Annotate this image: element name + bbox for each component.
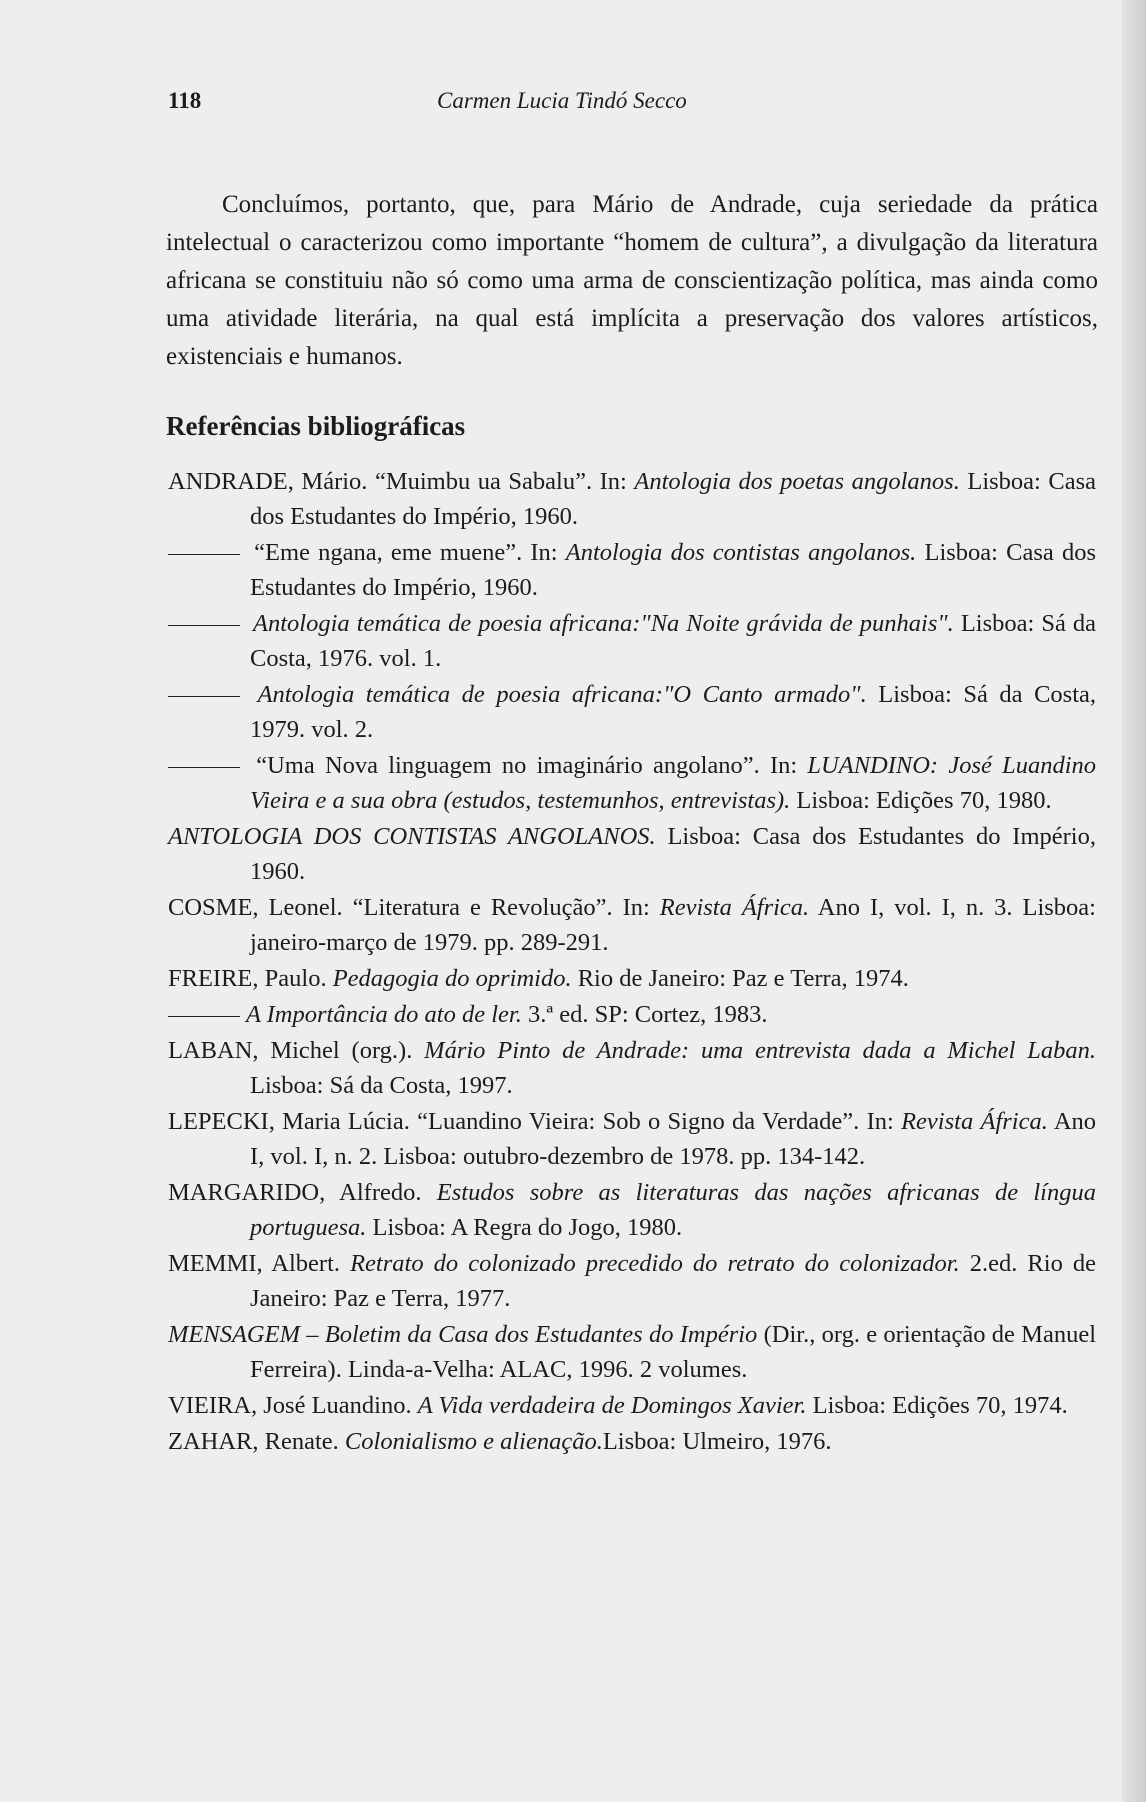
reference-title: LUANDINO: José Luandino Vieira e a sua obra (estudos, testemunhos, entrevistas). <box>250 752 1097 814</box>
reference-title: Antologia temática de poesia africana:"O Canto armado". <box>257 681 867 708</box>
reference-text: Lisboa: Ulmeiro, 1976. <box>602 1428 832 1455</box>
reference-title: Mário Pinto de Andrade: uma entrevista dada a Michel Laban. <box>424 1037 1096 1064</box>
reference-text: MEMMI, Albert. <box>168 1250 351 1277</box>
reference-entry <box>168 1175 1096 1245</box>
conclusion-paragraph: Concluímos, portanto, que, para Mário de Andrade, cuja seriedade da prática intelectual o caracterizou como importante “homem de cultura”, a divulgação da literatura africana se constituiu não só como uma arma de conscientização política, mas ainda como uma atividade literária, na qual está implícita a preservação dos valores artísticos, existenciais e humanos. <box>166 191 1098 370</box>
reference-entry <box>168 535 1096 605</box>
reference-entry <box>168 997 1096 1032</box>
reference-entry <box>168 1033 1096 1103</box>
reference-text: Lisboa: Edições 70, 1980. <box>790 787 1052 814</box>
page-edge-shadow <box>1122 0 1146 1802</box>
reference-entry <box>168 677 1096 747</box>
reference-title: Colonialismo e alienação. <box>344 1428 603 1455</box>
reference-text: Lisboa: Sá da Costa, 1976. vol. 1. <box>250 610 1096 672</box>
reference-text: Lisboa: Sá da Costa, 1979. vol. 2. <box>250 681 1097 743</box>
running-header <box>168 86 868 116</box>
reference-text: ZAHAR, Renate. <box>168 1428 345 1455</box>
reference-text: Lisboa: Casa dos Estudantes do Império, 1960. <box>250 539 1096 601</box>
reference-text: COSME, Leonel. “Literatura e Revolução”. In: <box>168 894 660 921</box>
reference-title: Antologia dos contistas angolanos. <box>565 539 917 566</box>
reference-entry <box>168 1317 1096 1387</box>
reference-text: “Uma Nova linguagem no imaginário angolano”. In: <box>246 752 808 779</box>
reference-title: Revista África. <box>901 1108 1048 1135</box>
reference-text: VIEIRA, José Luandino. <box>168 1392 418 1419</box>
ditto-dash <box>168 696 240 697</box>
reference-entry <box>168 961 1096 996</box>
reference-title: ANTOLOGIA DOS CONTISTAS ANGOLANOS. <box>168 823 656 850</box>
reference-title: Antologia dos poetas angolanos. <box>634 468 960 495</box>
reference-text: Ano I, vol. I, n. 3. Lisboa: janeiro-março de 1979. pp. 289-291. <box>250 894 1096 956</box>
reference-entry <box>168 890 1096 960</box>
reference-title: A Vida verdadeira de Domingos Xavier. <box>417 1392 807 1419</box>
reference-text <box>246 610 253 637</box>
reference-text: Lisboa: Sá da Costa, 1997. <box>250 1072 513 1099</box>
reference-entry <box>168 606 1096 676</box>
reference-list <box>168 464 1096 1460</box>
reference-text: Rio de Janeiro: Paz e Terra, 1974. <box>571 965 909 992</box>
reference-title: Estudos sobre as literaturas das nações africanas de língua portuguesa. <box>250 1179 1096 1241</box>
reference-text <box>246 681 258 708</box>
reference-text: 3.ª ed. SP: Cortez, 1983. <box>521 1001 768 1028</box>
reference-text: Lisboa: Casa dos Estudantes do Império, 1960. <box>250 823 1096 885</box>
ditto-dash <box>168 625 240 626</box>
reference-entry <box>168 1424 1096 1459</box>
reference-text: ANDRADE, Mário. “Muimbu ua Sabalu”. In: <box>168 468 635 495</box>
reference-title: A Importância do ato de ler. <box>246 1001 522 1028</box>
reference-text: LEPECKI, Maria Lúcia. “Luandino Vieira: Sob o Signo da Verdade”. In: <box>168 1108 902 1135</box>
reference-text: Lisboa: Casa dos Estudantes do Império, 1960. <box>250 468 1096 530</box>
reference-text: “Eme ngana, eme muene”. In: <box>246 539 566 566</box>
reference-entry <box>168 1246 1096 1316</box>
reference-text: (Dir., org. e orientação de Manuel Ferreira). Linda-a-Velha: ALAC, 1996. 2 volumes. <box>250 1321 1096 1383</box>
reference-title: Revista África. <box>659 894 810 921</box>
reference-title: Pedagogia do oprimido. <box>332 965 572 992</box>
reference-text: FREIRE, Paulo. <box>168 965 333 992</box>
ditto-dash <box>168 767 240 768</box>
ditto-dash <box>168 1016 240 1017</box>
reference-text: Lisboa: A Regra do Jogo, 1980. <box>366 1214 683 1241</box>
reference-title: Retrato do colonizado precedido do retrato do colonizador. <box>350 1250 960 1277</box>
ditto-dash <box>168 554 240 555</box>
reference-text: Lisboa: Edições 70, 1974. <box>806 1392 1068 1419</box>
references-heading: Referências bibliográficas <box>166 411 466 441</box>
reference-title: MENSAGEM – Boletim da Casa dos Estudantes do Império <box>168 1321 758 1348</box>
reference-text: LABAN, Michel (org.). <box>168 1037 425 1064</box>
reference-text: 2.ed. Rio de Janeiro: Paz e Terra, 1977. <box>250 1250 1097 1312</box>
reference-title: Antologia temática de poesia africana:"Na Noite grávida de punhais". <box>253 610 954 637</box>
reference-entry <box>168 1104 1096 1174</box>
reference-entry <box>168 1388 1096 1423</box>
reference-entry <box>168 748 1096 818</box>
reference-entry <box>168 819 1096 889</box>
page-number: 118 <box>168 88 202 113</box>
reference-text: MARGARIDO, Alfredo. <box>168 1179 437 1206</box>
reference-text: Ano I, vol. I, n. 2. Lisboa: outubro-dezembro de 1978. pp. 134-142. <box>250 1108 1097 1170</box>
reference-entry <box>168 464 1096 534</box>
running-author: Carmen Lucia Tindó Secco <box>436 88 687 113</box>
